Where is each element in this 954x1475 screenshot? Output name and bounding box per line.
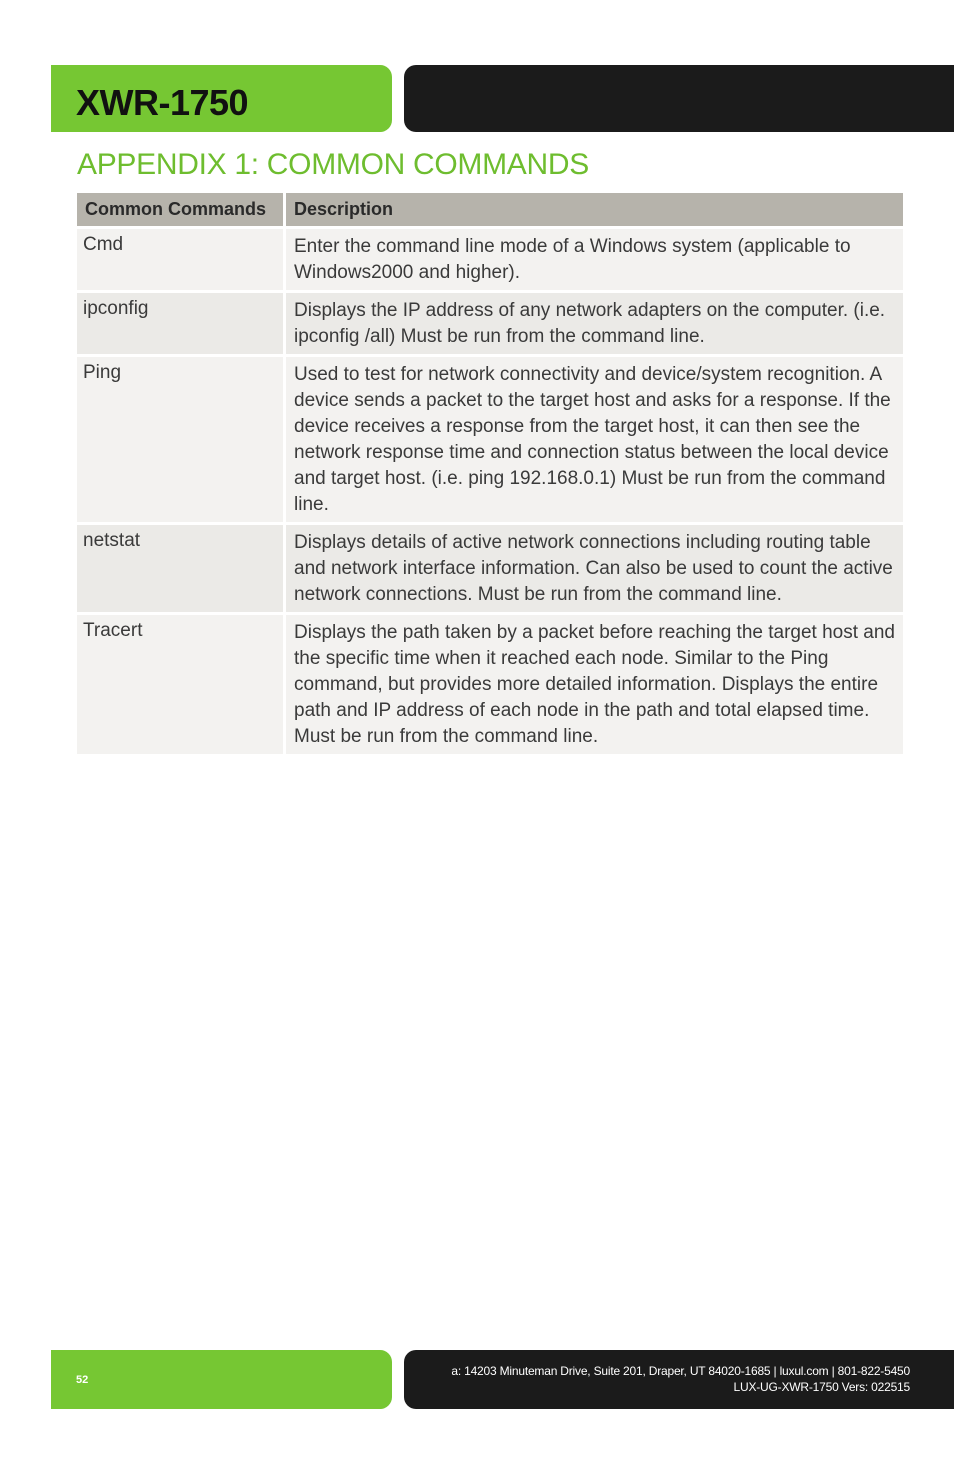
command-cell: Cmd: [77, 229, 283, 290]
footer-black-bar: [404, 1350, 954, 1409]
description-cell: Displays the IP address of any network adapters on the computer. (i.e. ipconfig /all) Must be run from the command line.: [286, 293, 903, 354]
command-cell: Tracert: [77, 615, 283, 754]
document-title: XWR-1750: [76, 81, 249, 123]
description-cell: Displays details of active network connections including routing table and network interface information. Can also be used to count the active network connections. Must be run from the command line.: [286, 525, 903, 612]
command-cell: netstat: [77, 525, 283, 612]
footer-info: [451, 1363, 910, 1395]
column-header-commands: Common Commands: [77, 193, 283, 226]
footer-address: a: 14203 Minuteman Drive, Suite 201, Draper, UT 84020-1685 | luxul.com | 801-822-5450: [451, 1364, 910, 1378]
command-cell: Ping: [77, 357, 283, 522]
table-row: [77, 615, 903, 754]
column-header-description: Description: [286, 193, 903, 226]
page-number: 52: [76, 1373, 89, 1386]
commands-table: [74, 190, 906, 757]
header-black-bar: [404, 65, 954, 132]
table-row: [77, 357, 903, 522]
description-cell: Displays the path taken by a packet before reaching the target host and the specific time when it reached each node. Similar to the Ping command, but provides more detailed information. Displays the entire path and IP address of each node in the path and total elapsed time. Must be run from the command line.: [286, 615, 903, 754]
description-cell: Used to test for network connectivity and device/system recognition. A device sends a packet to the target host and asks for a response. If the device receives a response from the target host, it can then see the network response time and connection status between the local device and target host. (i.e. ping 192.168.0.1) Must be run from the command line.: [286, 357, 903, 522]
table-row: [77, 229, 903, 290]
footer-doc-id: LUX-UG-XWR-1750 Vers: 022515: [733, 1380, 910, 1394]
section-title: APPENDIX 1: COMMON COMMANDS: [77, 148, 589, 181]
table-header-row: [77, 193, 903, 226]
footer-green-bar: [51, 1350, 392, 1409]
command-cell: ipconfig: [77, 293, 283, 354]
header-green-bar: [51, 65, 392, 132]
table-row: [77, 525, 903, 612]
description-cell: Enter the command line mode of a Windows system (applicable to Windows2000 and higher).: [286, 229, 903, 290]
table-row: [77, 293, 903, 354]
